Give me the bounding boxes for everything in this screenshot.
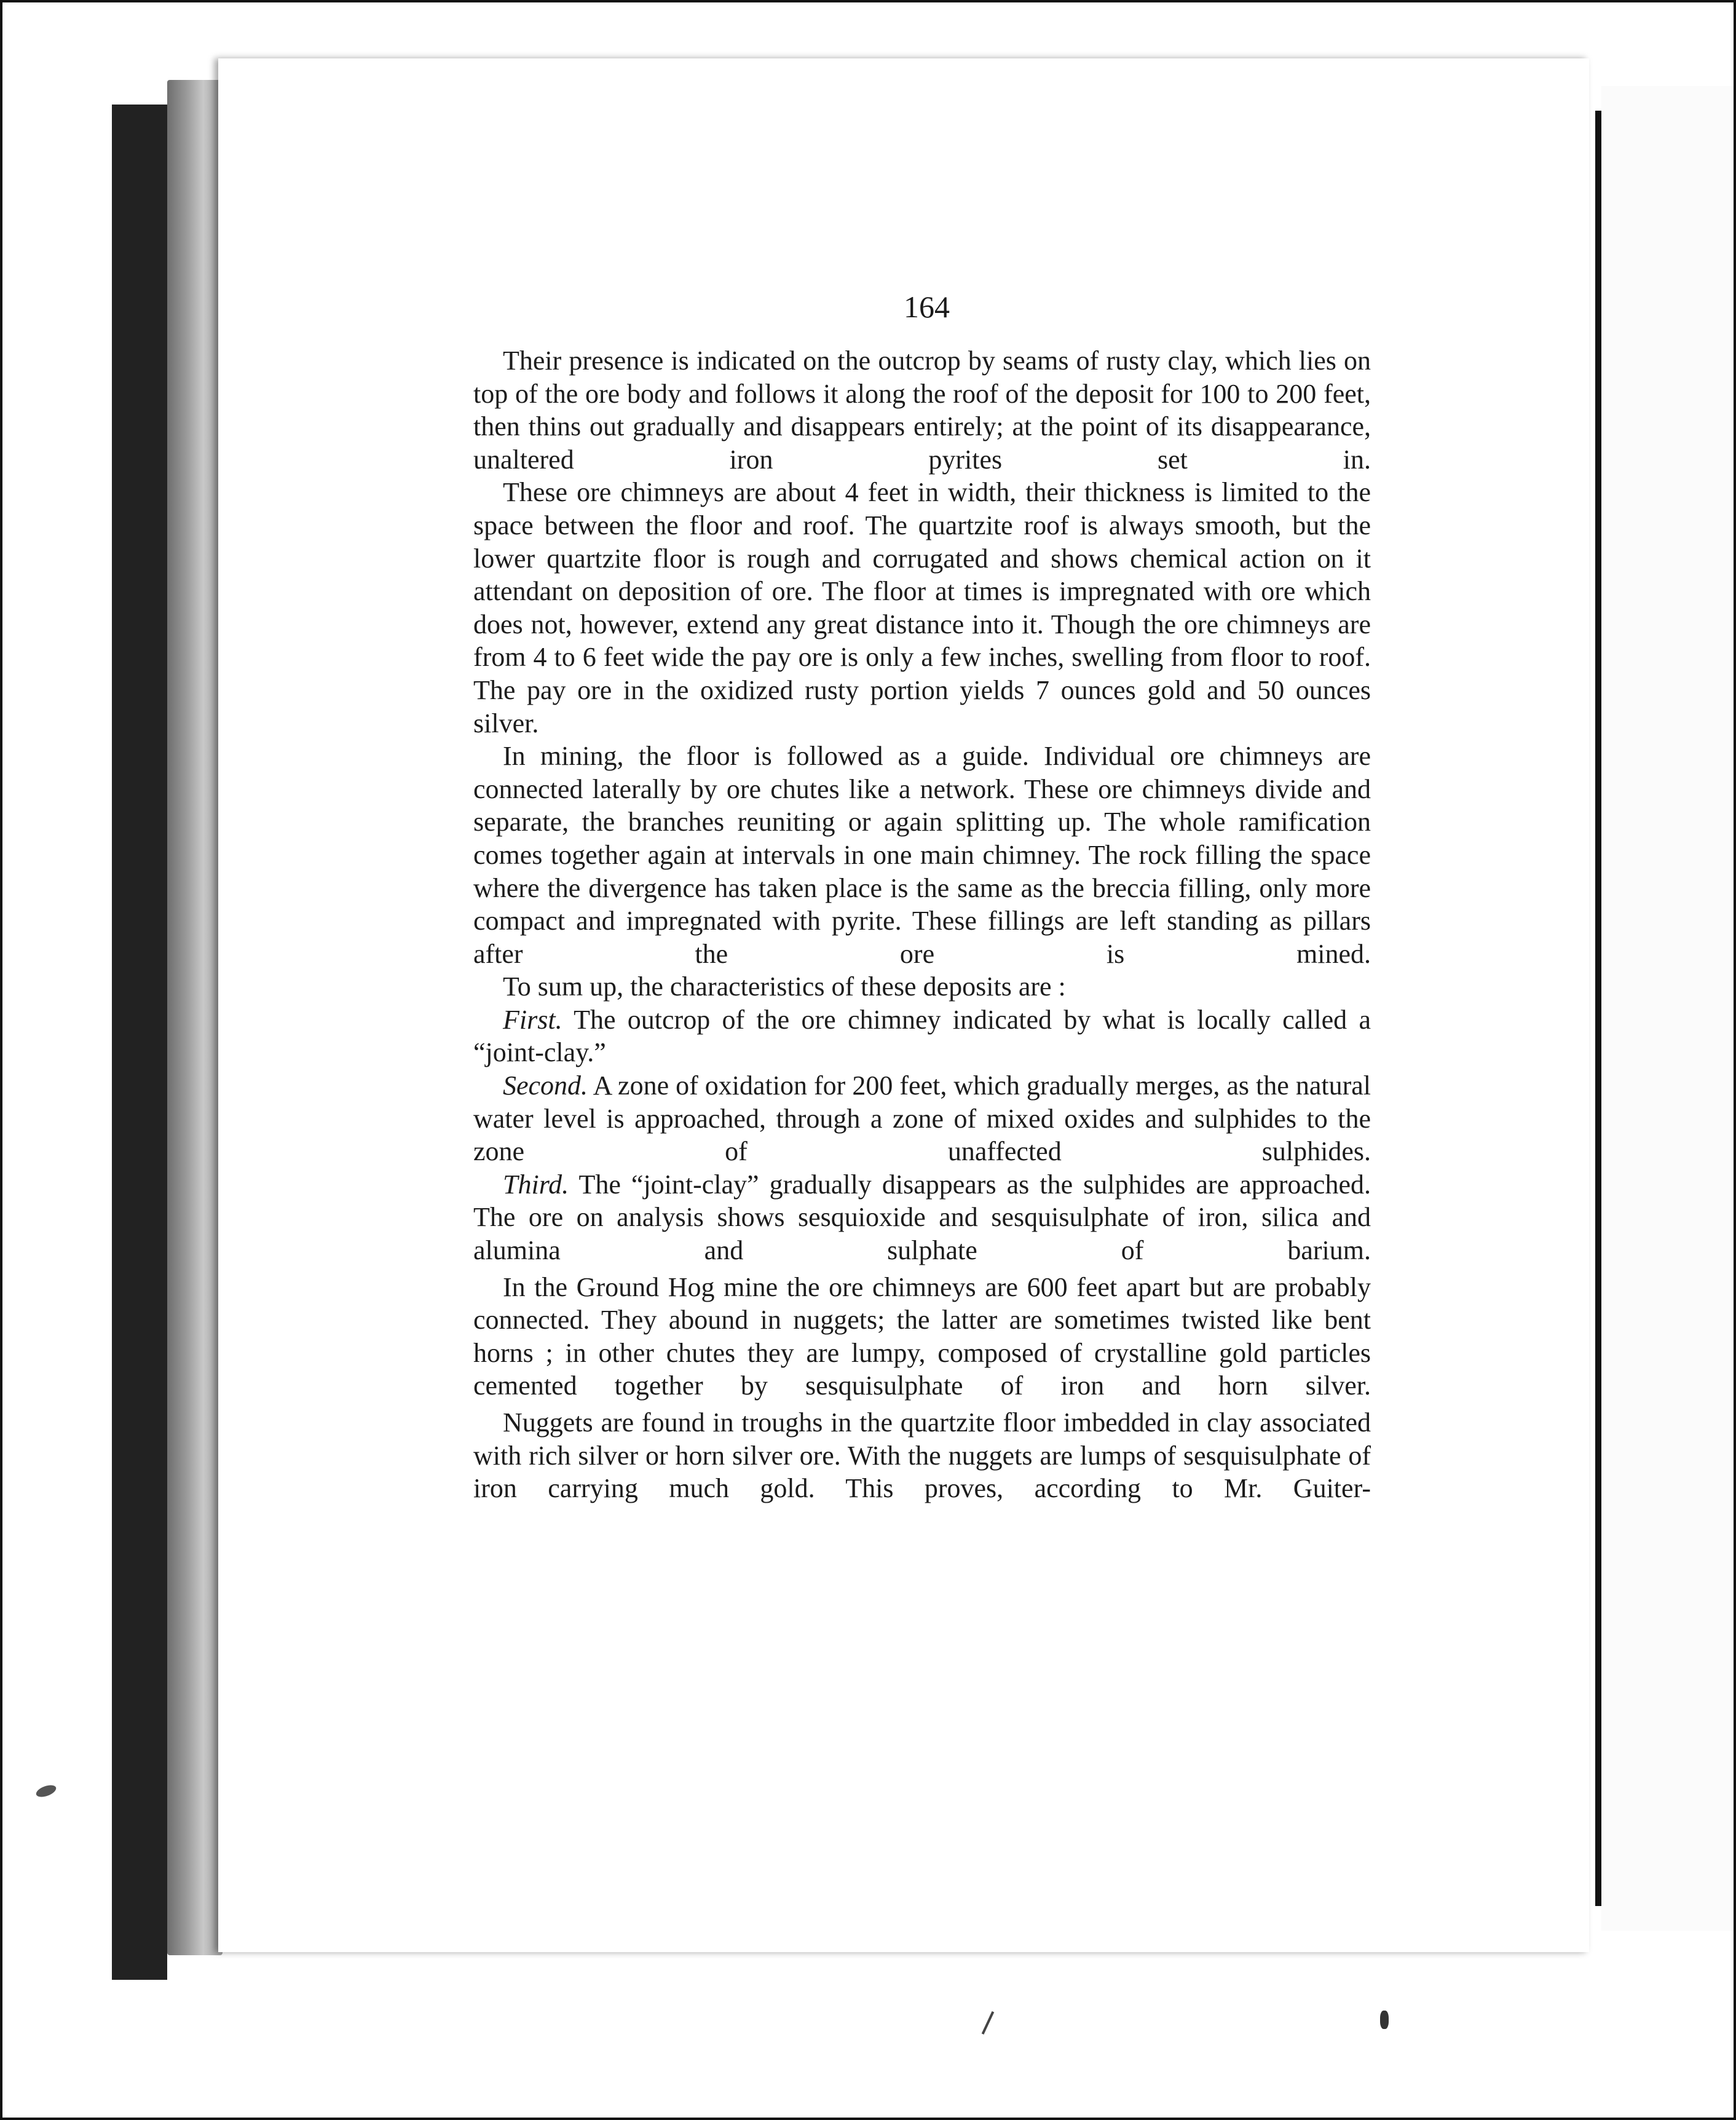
list-item-third bbox=[473, 1168, 1371, 1267]
list-item-label: Second. bbox=[503, 1070, 588, 1101]
paragraph: Nuggets are found in troughs in the quartzite floor imbedded in clay associated with rich silver or horn silver ore. With the nuggets are lumps of sesquisulphate of iron carrying much gold. This proves, according to Mr. Guiter- bbox=[473, 1407, 1371, 1504]
facing-page-edge bbox=[1601, 86, 1734, 1931]
list-item-text: The “joint-clay” gradually disappears as the sulphides are approached. The ore on analysis shows sesquioxide and sesquisulphate of iron, silica and alumina and sulphate of barium. bbox=[473, 1169, 1371, 1266]
list-item-label: Third. bbox=[503, 1169, 569, 1200]
paragraph: In mining, the floor is followed as a guide. Individual ore chimneys are connected laterally by ore chutes like a network. These ore chimneys divide and separate, the branches reuniting or again splitting up. The whole ramification comes together again at intervals in one main chimney. The rock filling the space where the divergence has taken place is the same as the breccia filling, only more compact and impregnated with pyrite. These fillings are left standing as pillars after the ore is mined. bbox=[473, 741, 1371, 969]
page-stack-edge bbox=[167, 80, 223, 1955]
paragraph: Their presence is indicated on the outcrop by seams of rusty clay, which lies on top of the ore body and follows it along the roof of the deposit for 100 to 200 feet, then thins out gradually and disappears entirely; at the point of its disappearance, unaltered iron pyrites set in. bbox=[473, 346, 1371, 475]
list-item-first bbox=[473, 1003, 1371, 1069]
body-text bbox=[473, 344, 1371, 1505]
list-item-label: First. bbox=[503, 1004, 562, 1035]
list-item-text: The outcrop of the ore chimney indicated by what is locally called a “joint-clay.” bbox=[473, 1004, 1371, 1068]
paragraph: In the Ground Hog mine the ore chimneys are 600 feet apart but are probably connected. They abound in nuggets; the latter are sometimes twisted like bent horns ; in other chutes they are lumpy, composed of crystalline gold particles cemented together by sesquisulphate of iron and horn silver. bbox=[473, 1272, 1371, 1401]
list-item-text: A zone of oxidation for 200 feet, which gradually merges, as the natural water level is approached, through a zone of mixed oxides and sulphides to the zone of unaffected sulphides. bbox=[473, 1070, 1371, 1167]
scan-speck bbox=[1380, 2011, 1389, 2029]
list-item-second bbox=[473, 1069, 1371, 1168]
paragraph: These ore chimneys are about 4 feet in width, their thickness is limited to the space between the floor and roof. The quartzite roof is always smooth, but the lower quartzite floor is rough and corrugated and shows chemical action on it attendant on deposition of ore. The floor at times is impregnated with ore which does not, however, extend any great distance into it. Though the ore chimneys are from 4 to 6 feet wide the pay ore is only a few inches, swelling from floor to roof. The pay ore in the oxidized rusty portion yields 7 ounces gold and 50 ounces silver. bbox=[473, 477, 1371, 738]
book-spine-shadow bbox=[112, 105, 167, 1980]
paragraph: To sum up, the characteristics of these deposits are : bbox=[503, 971, 1066, 1002]
gutter-line bbox=[1595, 111, 1601, 1906]
page-number: 164 bbox=[904, 290, 950, 324]
